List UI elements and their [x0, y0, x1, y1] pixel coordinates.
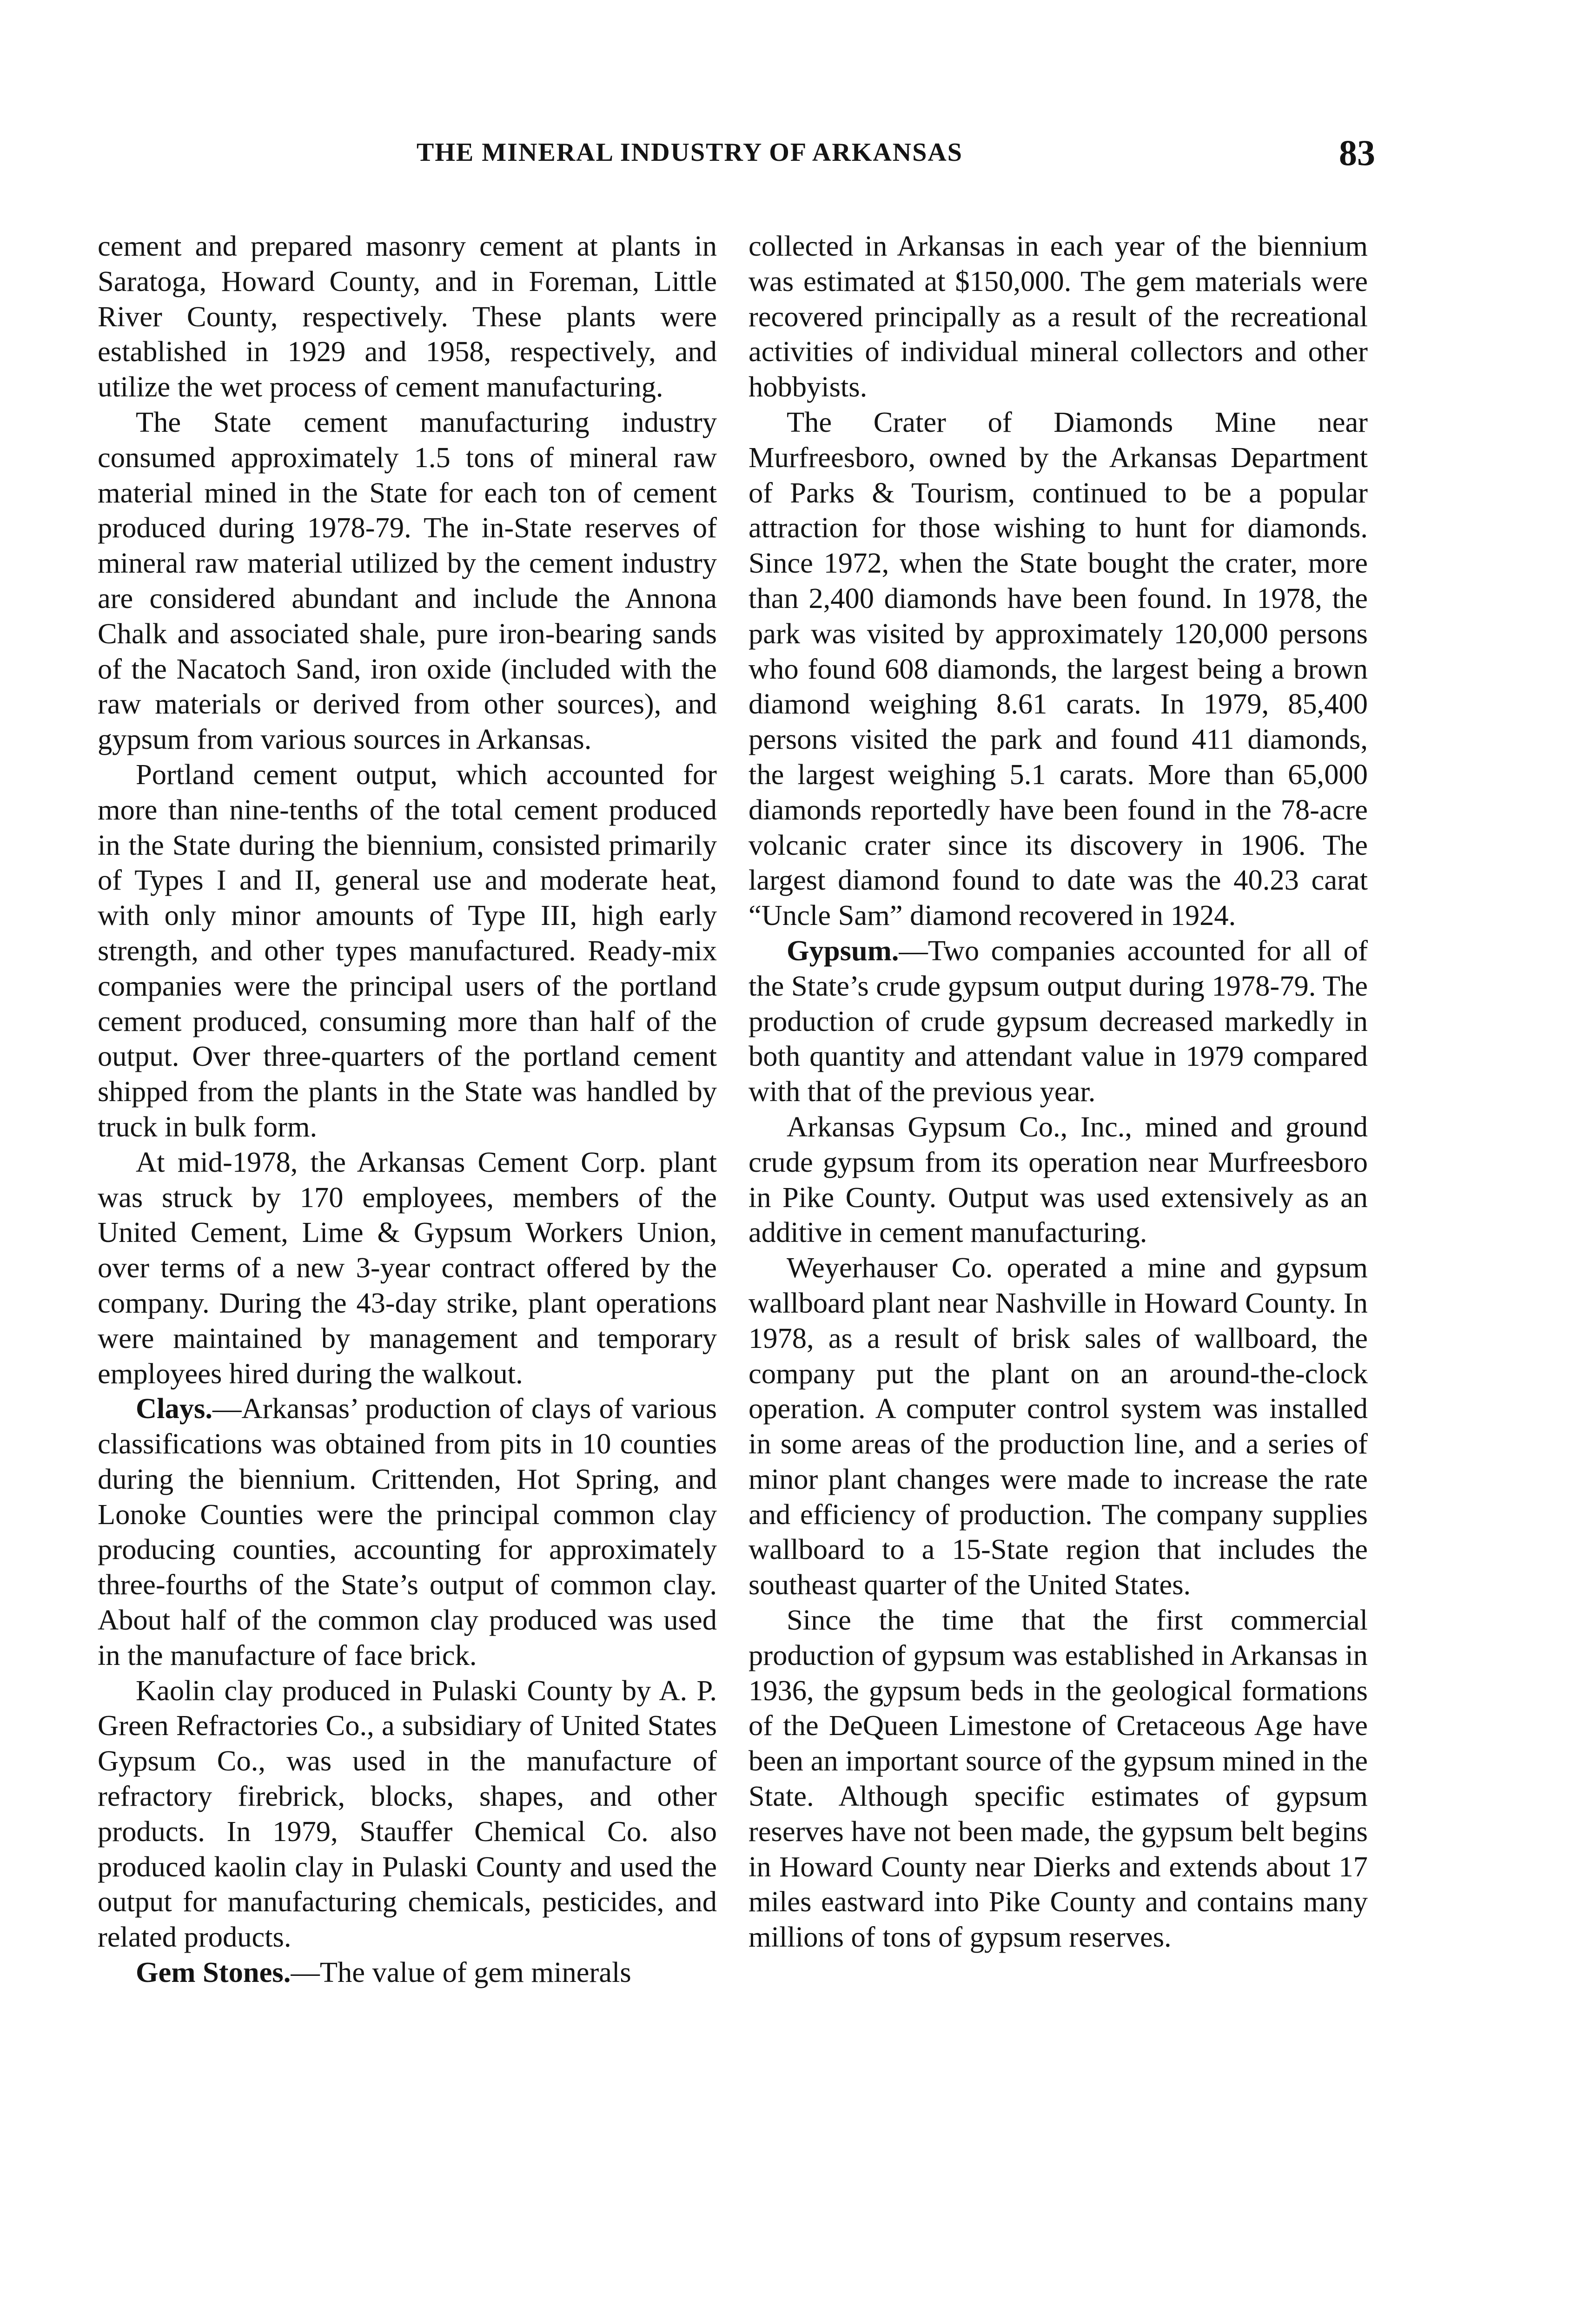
right-paragraph-2: The Crater of Diamonds Mine near Murfreesboro, owned by the Arkansas Department of Parks & Tourism, continued to be a popular attraction for those wishing to hunt for diamonds. Since 1972, when the State bought the crater, more than 2,400 diamonds have been found. In 1978, the park was visited by approximately 120,000 persons who found 608 diamonds, the largest being a brown diamond weighing 8.61 carats. In 1979, 85,400 persons visited the park and found 411 diamonds, the largest weighing 5.1 carats. More than 65,000 diamonds reportedly have been found in the 78-acre volcanic crater since its discovery in 1906. The largest diamond found to date was the 40.23 carat “Uncle Sam” diamond recovered in 1924. — [749, 405, 1368, 932]
left-paragraph-7 — [98, 1955, 717, 1990]
right-paragraph-5: Weyerhauser Co. operated a mine and gypsum wallboard plant near Nashville in Howard County. In 1978, as a result of brisk sales of wallboard, the company put the plant on an around-the-clock operation. A computer control system was installed in some areas of the production line, and a series of minor plant changes were made to increase the rate and efficiency of production. The company supplies wallboard to a 15-State region that includes the southeast quarter of the United States. — [749, 1251, 1368, 1601]
left-paragraph-4: At mid-1978, the Arkansas Cement Corp. plant was struck by 170 employees, members of the United Cement, Lime & Gypsum Workers Union, over terms of a new 3-year contract offered by the company. During the 43-day strike, plant operations were maintained by management and temporary employees hired during the walkout. — [98, 1145, 717, 1390]
left-paragraph-3: Portland cement output, which accounted for more than nine-tenths of the total cement produced in the State during the biennium, consisted primarily of Types I and II, general use and moderate heat, with only minor amounts of Type III, high early strength, and other types manufactured. Ready-mix companies were the principal users of the portland cement produced, consuming more than half of the output. Over three-quarters of the portland cement shipped from the plants in the State was handled by truck in bulk form. — [98, 758, 717, 1143]
right-paragraph-1: collected in Arkansas in each year of the biennium was estimated at $150,000. The gem materials were recovered principally as a result of the recreational activities of individual mineral collectors and other hobbyists. — [749, 230, 1368, 403]
right-paragraph-4: Arkansas Gypsum Co., Inc., mined and ground crude gypsum from its operation near Murfreesboro in Pike County. Output was used extensively as an additive in cement manufacturing. — [749, 1110, 1368, 1249]
page-number: 83 — [1339, 132, 1375, 173]
gypsum-text: —Two companies accounted for all of the State’s crude gypsum output during 1978-79. The production of crude gypsum decreased markedly in both quantity and attendant value in 1979 compared with that of the previous year. — [749, 934, 1368, 1108]
left-column — [98, 229, 717, 1990]
right-paragraph-6: Since the time that the first commercial production of gypsum was established in Arkansas in 1936, the gypsum beds in the geological formations of the DeQueen Limestone of Cretaceous Age have been an important source of the gypsum mined in the State. Although specific estimates of gypsum reserves have not been made, the gypsum belt begins in Howard County near Dierks and extends about 17 miles eastward into Pike County and contains many millions of tons of gypsum reserves. — [749, 1604, 1368, 1954]
running-head: THE MINERAL INDUSTRY OF ARKANSAS — [417, 138, 963, 167]
clays-heading: Clays. — [136, 1392, 212, 1425]
right-paragraph-3 — [749, 933, 1368, 1109]
left-paragraph-2: The State cement manufacturing industry consumed approximately 1.5 tons of mineral raw material mined in the State for each ton of cement produced during 1978-79. The in-State reserves of mineral raw material utilized by the cement industry are considered abundant and include the Annona Chalk and associated shale, pure iron-bearing sands of the Nacatoch Sand, iron oxide (included with the raw materials or derived from other sources), and gypsum from various sources in Arkansas. — [98, 405, 717, 756]
gypsum-heading: Gypsum. — [787, 934, 899, 967]
clays-text: —Arkansas’ production of clays of various classifications was obtained from pits in 10 counties during the biennium. Crittenden, Hot Spring, and Lonoke Counties were the principal common clay producing counties, accounting for approximately three-fourths of the State’s output of common clay. About half of the common clay produced was used in the manufacture of face brick. — [98, 1392, 717, 1671]
left-paragraph-6: Kaolin clay produced in Pulaski County by A. P. Green Refractories Co., a subsidiary of United States Gypsum Co., was used in the manufacture of refractory firebrick, blocks, shapes, and other products. In 1979, Stauffer Chemical Co. also produced kaolin clay in Pulaski County and used the output for manufacturing chemicals, pesticides, and related products. — [98, 1674, 717, 1954]
gem-stones-heading: Gem Stones. — [136, 1956, 291, 1989]
right-column — [749, 229, 1368, 1955]
left-paragraph-1: cement and prepared masonry cement at plants in Saratoga, Howard County, and in Foreman, Little River County, respectively. These plants were established in 1929 and 1958, respectively, and utilize the wet process of cement manufacturing. — [98, 230, 717, 403]
left-paragraph-5 — [98, 1391, 717, 1673]
gem-stones-text: —The value of gem minerals — [291, 1956, 631, 1989]
